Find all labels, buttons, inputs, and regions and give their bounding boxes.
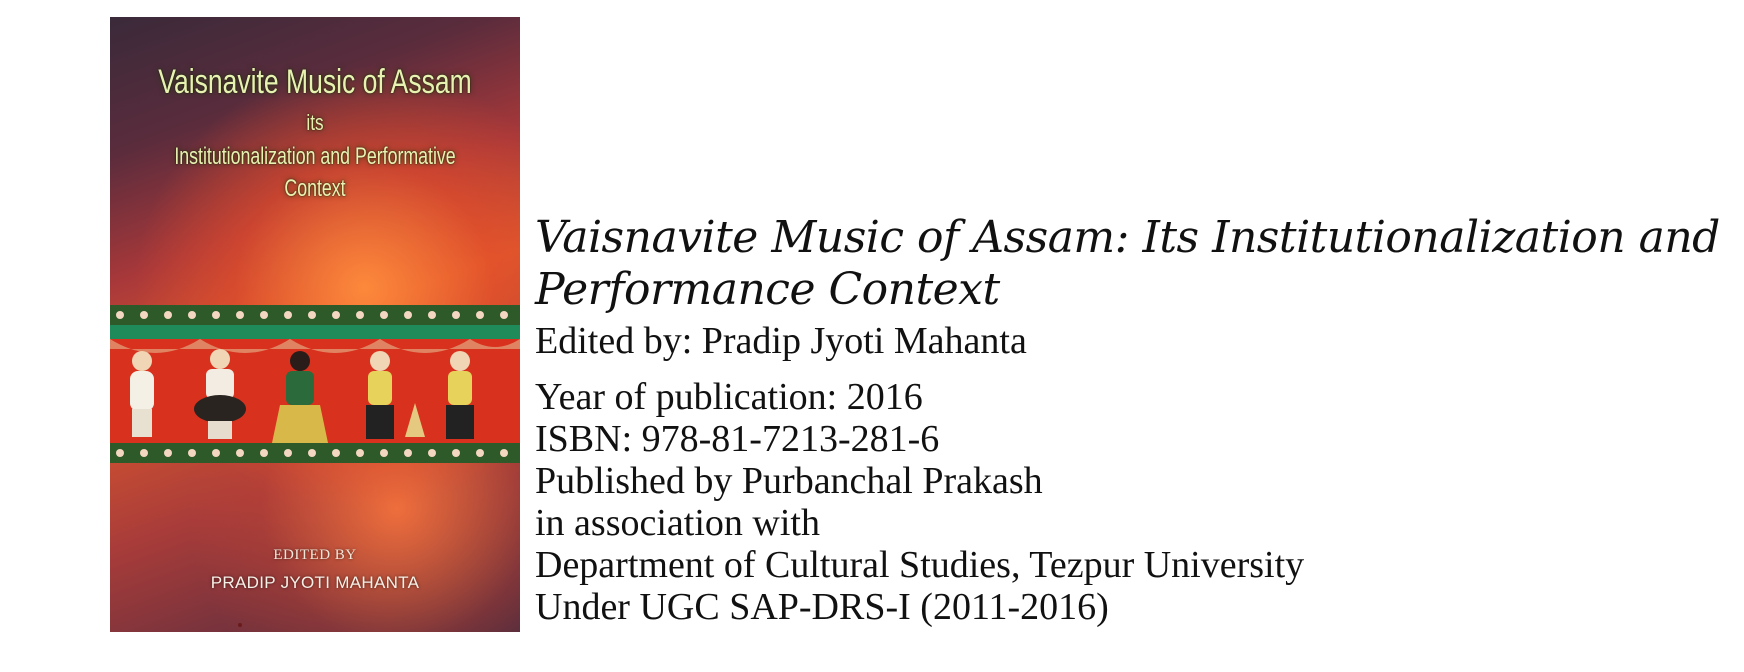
editor-line: Edited by: Pradip Jyoti Mahanta [535, 320, 1027, 362]
book-title-line1: Vaisnavite Music of Assam: Its Institutionalization and [535, 212, 1720, 263]
cover-dot [238, 623, 242, 627]
book-title [535, 212, 1735, 316]
cover-painting-band [110, 305, 520, 463]
cover-subtitle-line2: Context [284, 175, 346, 202]
cover-subtitle-line1: Institutionalization and Performative [174, 143, 456, 170]
association-note: in association with [535, 502, 820, 544]
book-title-line2: Performance Context [535, 264, 1000, 315]
publication-info [535, 376, 1735, 628]
cover-edited-by-label: EDITED BY [273, 547, 357, 563]
book-details [535, 212, 1735, 628]
cover-title-its: its [306, 110, 324, 135]
cover-title: Vaisnavite Music of Assam [158, 63, 472, 101]
program-note: Under UGC SAP-DRS-I (2011-2016) [535, 586, 1109, 628]
publication-year: Year of publication: 2016 [535, 376, 923, 418]
book-cover-image [110, 17, 520, 632]
department: Department of Cultural Studies, Tezpur University [535, 544, 1305, 586]
publisher: Published by Purbanchal Prakash [535, 460, 1043, 502]
cover-editor-name: PRADIP JYOTI MAHANTA [210, 573, 420, 592]
isbn: ISBN: 978-81-7213-281-6 [535, 418, 940, 460]
